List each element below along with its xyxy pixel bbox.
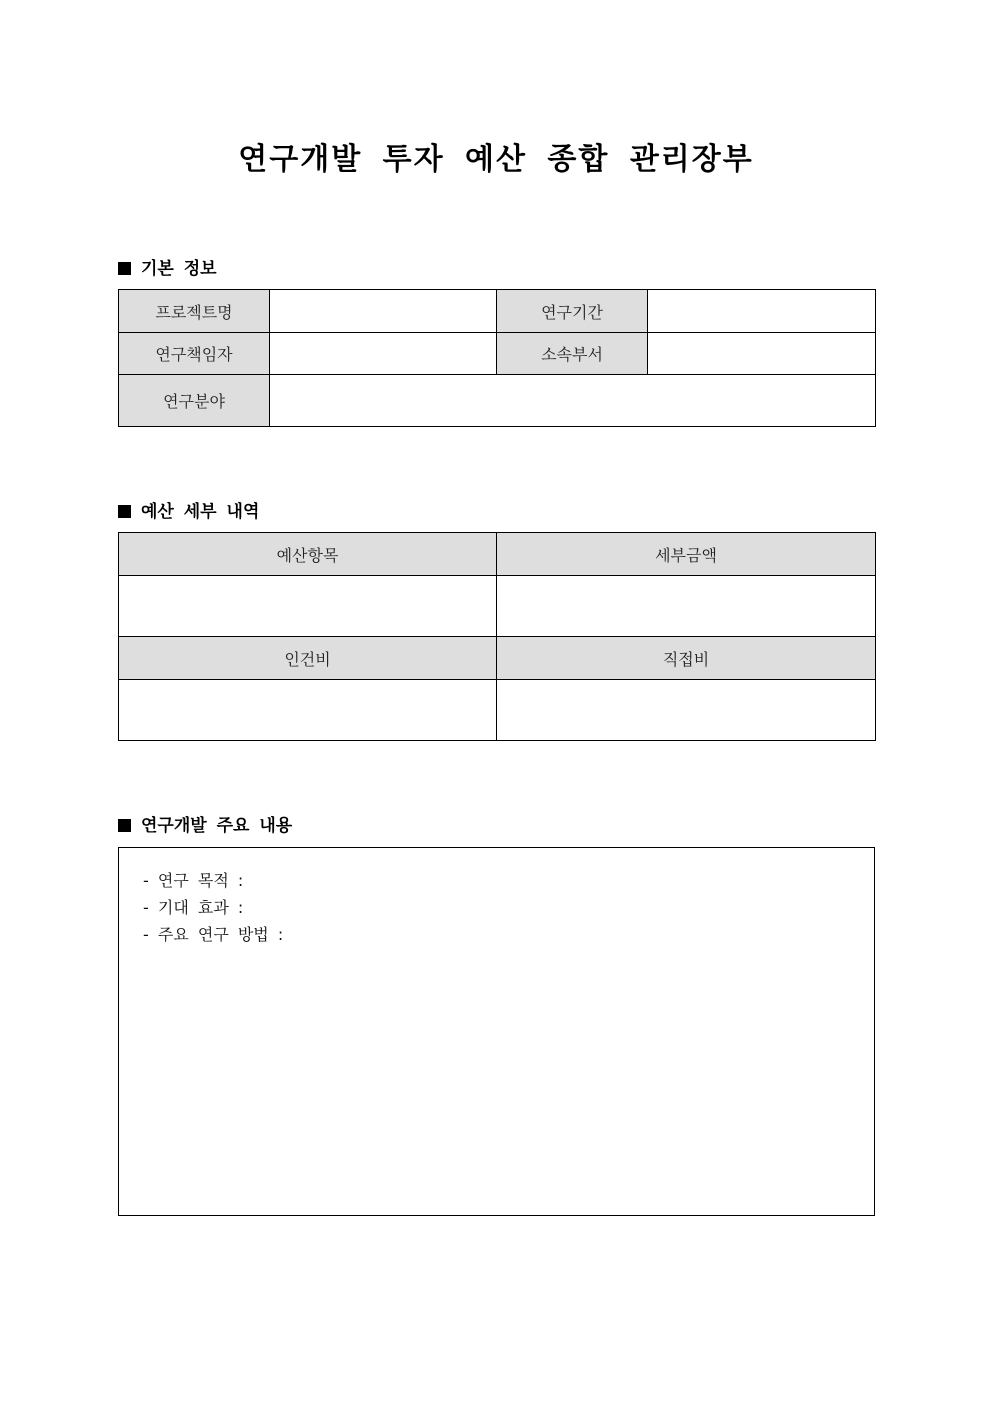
- detail-amount-field[interactable]: [497, 576, 876, 637]
- square-bullet-icon: [118, 505, 131, 518]
- direct-cost-field[interactable]: [497, 680, 876, 741]
- manager-label: 연구책임자: [119, 333, 270, 375]
- section-heading-label: 연구개발 주요 내용: [141, 816, 293, 836]
- table-row: [119, 333, 876, 375]
- table-row: [119, 533, 876, 576]
- budget-item-field[interactable]: [119, 576, 497, 637]
- table-row: [119, 576, 876, 637]
- direct-cost-header: 직접비: [497, 637, 876, 680]
- document-title: 연구개발 투자 예산 종합 관리장부: [238, 142, 754, 177]
- table-row: [119, 637, 876, 680]
- project-name-label: 프로젝트명: [119, 290, 270, 333]
- section-heading-label: 기본 정보: [141, 259, 217, 279]
- personnel-cost-header: 인건비: [119, 637, 497, 680]
- section-heading-label: 예산 세부 내역: [141, 502, 260, 522]
- section-heading-content: [118, 811, 292, 836]
- budget-table: [118, 532, 876, 741]
- personnel-cost-field[interactable]: [119, 680, 497, 741]
- research-field-field[interactable]: [270, 375, 876, 427]
- project-name-field[interactable]: [270, 290, 497, 333]
- basic-info-table: [118, 289, 876, 427]
- department-field[interactable]: [648, 333, 876, 375]
- table-row: [119, 375, 876, 427]
- expected-effect-line: - 기대 효과 :: [143, 898, 244, 917]
- research-field-label: 연구분야: [119, 375, 270, 427]
- square-bullet-icon: [118, 262, 131, 275]
- research-period-field[interactable]: [648, 290, 876, 333]
- detail-amount-header: 세부금액: [497, 533, 876, 576]
- content-textarea[interactable]: [118, 847, 875, 1216]
- department-label: 소속부서: [497, 333, 648, 375]
- research-period-label: 연구기간: [497, 290, 648, 333]
- square-bullet-icon: [118, 819, 131, 832]
- manager-field[interactable]: [270, 333, 497, 375]
- table-row: [119, 680, 876, 741]
- budget-item-header: 예산항목: [119, 533, 497, 576]
- research-method-line: - 주요 연구 방법 :: [143, 925, 284, 944]
- section-heading-basic-info: [118, 254, 217, 279]
- research-purpose-line: - 연구 목적 :: [143, 871, 244, 890]
- section-heading-budget: [118, 497, 259, 522]
- table-row: [119, 290, 876, 333]
